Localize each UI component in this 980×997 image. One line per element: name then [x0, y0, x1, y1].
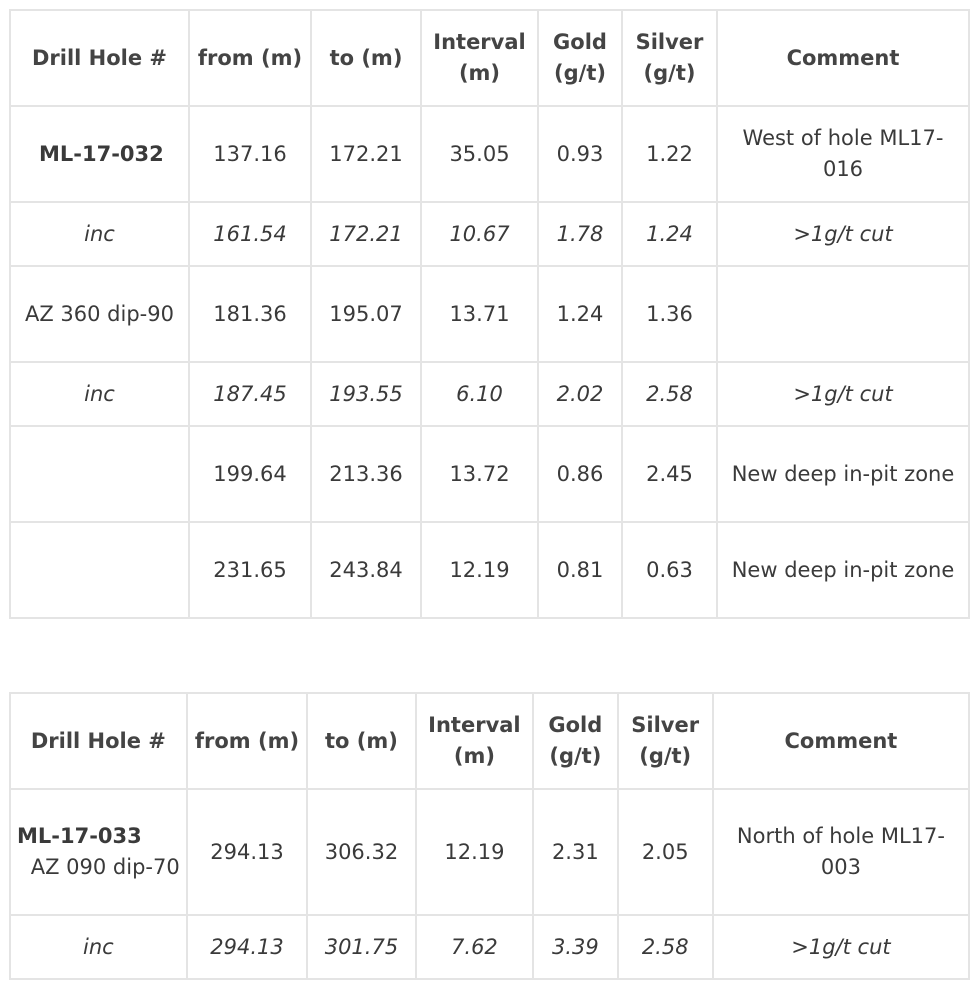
header-gold: Gold (g/t): [533, 693, 617, 789]
cell-silver: 2.58: [618, 915, 713, 979]
cell-gold: 0.81: [538, 522, 622, 618]
cell-gold: 1.78: [538, 202, 622, 266]
cell-to: 172.21: [311, 202, 421, 266]
cell-gold: 3.39: [533, 915, 617, 979]
cell-interval: 35.05: [421, 106, 538, 202]
cell-hole: [10, 789, 187, 915]
cell-comment: >1g/t cut: [713, 915, 969, 979]
table-row: [10, 106, 969, 202]
cell-gold: 0.86: [538, 426, 622, 522]
header-interval: Interval (m): [421, 10, 538, 106]
cell-from: 294.13: [187, 915, 308, 979]
header-interval: Interval (m): [416, 693, 533, 789]
cell-silver: 2.45: [622, 426, 717, 522]
header-drill-hole: Drill Hole #: [10, 10, 189, 106]
header-to: to (m): [307, 693, 415, 789]
cell-hole: [10, 522, 189, 618]
cell-silver: 2.05: [618, 789, 713, 915]
cell-hole: AZ 360 dip-90: [10, 266, 189, 362]
cell-from: 294.13: [187, 789, 308, 915]
drill-results-table-2: [9, 692, 970, 980]
cell-from: 137.16: [189, 106, 311, 202]
drill-results-table-1: [9, 9, 970, 619]
cell-interval: 10.67: [421, 202, 538, 266]
table-header-row: [10, 693, 969, 789]
cell-silver: 1.22: [622, 106, 717, 202]
cell-from: 187.45: [189, 362, 311, 426]
table-row: [10, 915, 969, 979]
cell-from: 181.36: [189, 266, 311, 362]
cell-gold: 2.02: [538, 362, 622, 426]
cell-interval: 6.10: [421, 362, 538, 426]
cell-gold: 2.31: [533, 789, 617, 915]
cell-silver: 2.58: [622, 362, 717, 426]
cell-to: 195.07: [311, 266, 421, 362]
table-header-row: [10, 10, 969, 106]
cell-interval: 7.62: [416, 915, 533, 979]
cell-hole: ML-17-032: [10, 106, 189, 202]
cell-hole: [10, 426, 189, 522]
cell-interval: 13.72: [421, 426, 538, 522]
table-row: [10, 202, 969, 266]
cell-gold: 0.93: [538, 106, 622, 202]
cell-interval: 13.71: [421, 266, 538, 362]
hole-id: ML-17-033: [17, 824, 142, 848]
cell-silver: 1.36: [622, 266, 717, 362]
cell-to: 301.75: [307, 915, 415, 979]
cell-gold: 1.24: [538, 266, 622, 362]
cell-to: 243.84: [311, 522, 421, 618]
cell-interval: 12.19: [421, 522, 538, 618]
header-silver: Silver (g/t): [618, 693, 713, 789]
cell-comment: >1g/t cut: [717, 202, 969, 266]
cell-from: 231.65: [189, 522, 311, 618]
cell-comment: [717, 266, 969, 362]
cell-hole: inc: [10, 915, 187, 979]
table-row: [10, 789, 969, 915]
header-to: to (m): [311, 10, 421, 106]
cell-to: 213.36: [311, 426, 421, 522]
header-gold: Gold (g/t): [538, 10, 622, 106]
header-comment: Comment: [713, 693, 969, 789]
cell-comment: New deep in-pit zone: [717, 522, 969, 618]
header-comment: Comment: [717, 10, 969, 106]
header-from: from (m): [187, 693, 308, 789]
cell-to: 193.55: [311, 362, 421, 426]
table-row: [10, 362, 969, 426]
hole-orientation: AZ 090 dip-70: [30, 855, 180, 879]
cell-interval: 12.19: [416, 789, 533, 915]
cell-comment: North of hole ML17-003: [713, 789, 969, 915]
cell-to: 172.21: [311, 106, 421, 202]
table-row: [10, 266, 969, 362]
cell-from: 199.64: [189, 426, 311, 522]
cell-from: 161.54: [189, 202, 311, 266]
header-drill-hole: Drill Hole #: [10, 693, 187, 789]
cell-hole: inc: [10, 362, 189, 426]
cell-hole: inc: [10, 202, 189, 266]
cell-comment: New deep in-pit zone: [717, 426, 969, 522]
table-row: [10, 426, 969, 522]
cell-silver: 0.63: [622, 522, 717, 618]
header-from: from (m): [189, 10, 311, 106]
cell-silver: 1.24: [622, 202, 717, 266]
header-silver: Silver (g/t): [622, 10, 717, 106]
table-row: [10, 522, 969, 618]
cell-to: 306.32: [307, 789, 415, 915]
cell-comment: >1g/t cut: [717, 362, 969, 426]
cell-comment: West of hole ML17-016: [717, 106, 969, 202]
